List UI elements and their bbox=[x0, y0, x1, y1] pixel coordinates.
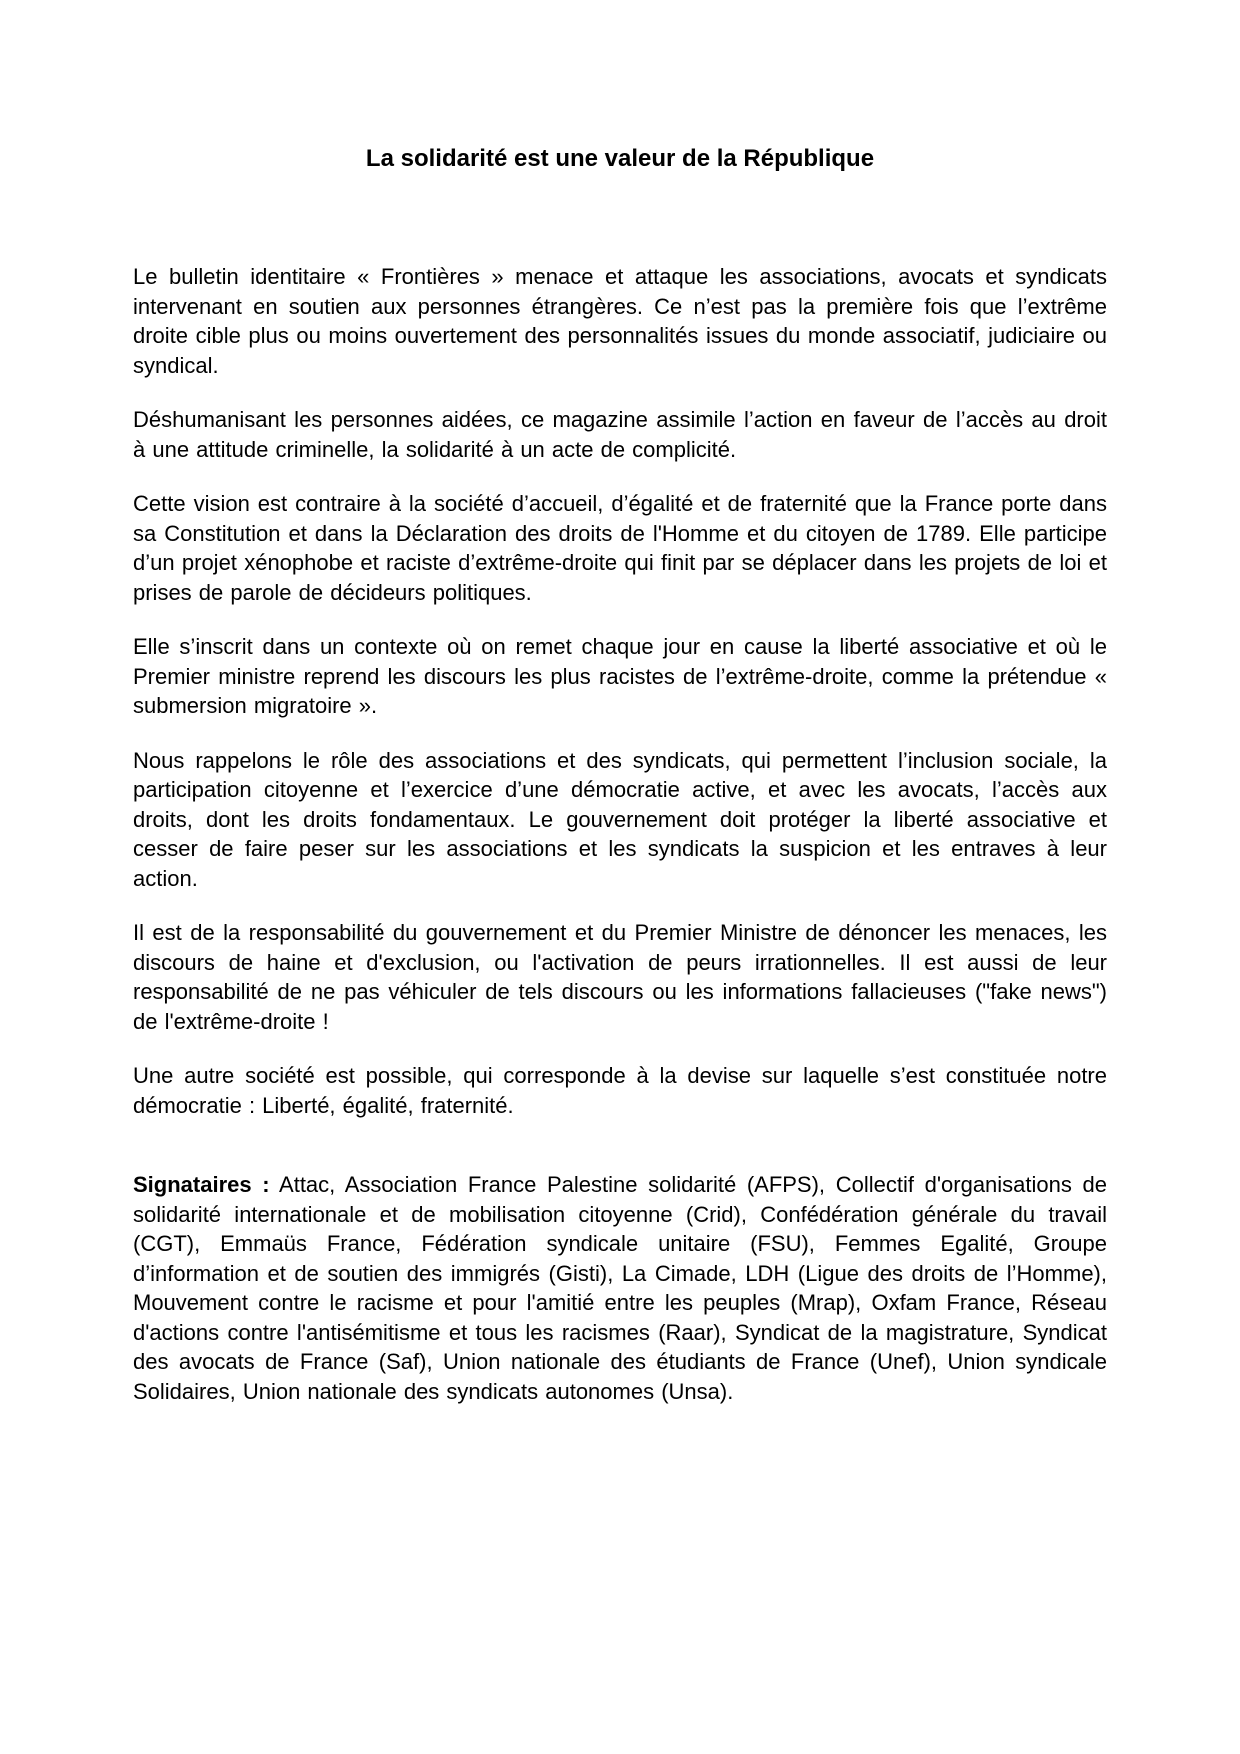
paragraph-contexte: Elle s’inscrit dans un contexte où on remet chaque jour en cause la liberté associative et où le Premier ministre reprend les discours les plus racistes de l’extrême-droite, comme la prétendue « submersion migratoire ». bbox=[133, 634, 1107, 718]
signatories-paragraph bbox=[133, 1170, 1107, 1406]
signatories-text: Attac, Association France Palestine solidarité (AFPS), Collectif d'organisations de solidarité internationale et de mobilisation citoyenne (Crid), Confédération générale du travail (CGT), Emmaüs France, Fédération syndicale unitaire (FSU), Femmes Egalité, Groupe d’information et de soutien des immigrés (Gisti), La Cimade, LDH (Ligue des droits de l’Homme), Mouvement contre le racisme et pour l'amitié entre les peuples (Mrap), Oxfam France, Réseau d'actions contre l'antisémitisme et tous les racismes (Raar), Syndicat de la magistrature, Syndicat des avocats de France (Saf), Union nationale des étudiants de France (Unef), Union syndicale Solidaires, Union nationale des syndicats autonomes (Unsa). bbox=[133, 1172, 1108, 1404]
paragraph-autre-societe: Une autre société est possible, qui corresponde à la devise sur laquelle s’est constituée notre démocratie : Liberté, égalité, fraternité. bbox=[133, 1063, 1107, 1118]
paragraph-cette-vision: Cette vision est contraire à la société d’accueil, d’égalité et de fraternité que la France porte dans sa Constitution et dans la Déclaration des droits de l'Homme et du citoyen de 1789. Elle participe d’un projet xénophobe et raciste d’extrême-droite qui finit par se déplacer dans les projets de loi et prises de parole de décideurs politiques. bbox=[133, 491, 1107, 605]
paragraph-bulletin-frontieres: Le bulletin identitaire « Frontières » menace et attaque les associations, avocats et syndicats intervenant en soutien aux personnes étrangères. Ce n’est pas la première fois que l’extrême droite cible plus ou moins ouvertement des personnalités issues du monde associatif, judiciaire ou syndical. bbox=[133, 264, 1107, 378]
paragraph-role-associations: Nous rappelons le rôle des associations et des syndicats, qui permettent l’inclusion sociale, la participation citoyenne et l’exercice d’une démocratie active, et avec les avocats, l’accès aux droits, dont les droits fondamentaux. Le gouvernement doit protéger la liberté associative et cesser de faire peser sur les associations et les syndicats la suspicion et les entraves à leur action. bbox=[133, 747, 1107, 891]
signatories-label: Signataires : bbox=[133, 1172, 270, 1197]
paragraph-deshumanisant: Déshumanisant les personnes aidées, ce magazine assimile l’action en faveur de l’accès au droit à une attitude criminelle, la solidarité à un acte de complicité. bbox=[133, 407, 1107, 462]
document-title: La solidarité est une valeur de la République bbox=[365, 145, 875, 172]
paragraph-responsabilite: Il est de la responsabilité du gouvernement et du Premier Ministre de dénoncer les menaces, les discours de haine et d'exclusion, ou l'activation de peurs irrationnelles. Il est aussi de leur responsabilité de ne pas véhiculer de tels discours ou les informations fallacieuses ("fake news") de l'extrême-droite ! bbox=[133, 920, 1107, 1034]
